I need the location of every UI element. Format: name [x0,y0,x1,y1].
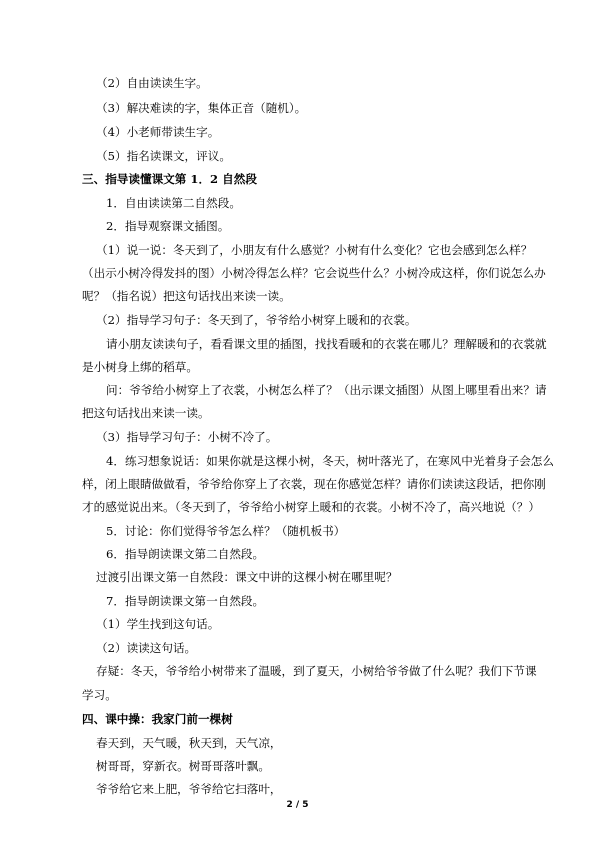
poem-line-3: 爷爷给它来上肥，爷爷给它扫落叶， [96,782,282,796]
text-line-step-5: （5）指名读课文，评议。 [96,149,231,163]
text-line-paragraph-a-cont: 是小树身上绑的稻草。 [82,360,198,374]
text-line-item-5: 5．讨论：你们觉得爷爷怎么样？（随机板书） [106,524,346,538]
section-heading-4: 四、课中操：我家门前一棵树 [82,712,233,726]
text-line-question: 问：爷爷给小树穿上了衣裳，小树怎么样了？（出示课文插图）从图上哪里看出来？请 [106,383,547,397]
text-line-step-2: （2）自由读读生字。 [96,76,208,90]
text-line-step-4: （4）小老师带读生字。 [96,125,220,139]
text-line-item-4-cont-b: 才的感觉说出来。（冬天到了，爷爷给小树穿上暖和的衣裳。小树不冷了，高兴地说（？） [82,500,540,514]
poem-line-2: 树哥哥，穿新衣。树哥哥落叶飘。 [96,759,270,773]
text-line-sub-3: （3）指导学习句子：小树不冷了。 [96,430,278,444]
text-line-question-pending-cont: 学习。 [82,688,117,702]
text-line-item-4-cont-a: 样，闭上眼睛做做看，爷爷给你穿上了衣裳，现在你感觉怎样？请你们读读这段话，把你刚 [82,477,546,491]
text-line-step-3: （3）解决难读的字，集体正音（随机）。 [96,101,307,115]
text-line-transition: 过渡引出课文第一自然段：课文中讲的这棵小树在哪里呢？ [96,570,398,584]
text-line-item-7-sub-1: （1）学生找到这句话。 [96,617,220,631]
text-line-item-7-sub-2: （2）读读这句话。 [96,641,197,655]
text-line-paragraph-a: 请小朋友读读句子，看看课文里的插图，找找看暖和的衣裳在哪儿？理解暖和的衣裳就 [106,337,547,351]
text-line-sub-1-cont-a: （出示小树冷得发抖的图）小树冷得怎么样？它会说些什么？小树冷成这样，你们说怎么办 [82,266,546,280]
text-line-sub-2: （2）指导学习句子：冬天到了，爷爷给小树穿上暖和的衣裳。 [96,313,417,327]
text-line-item-7: 7．指导朗读课文第一自然段。 [106,594,265,608]
text-line-question-pending: 存疑：冬天，爷爷给小树带来了温暖，到了夏天，小树给爷爷做了什么呢？我们下节课 [96,664,537,678]
text-line-item-6: 6．指导朗读课文第二自然段。 [106,547,265,561]
section-heading-3: 三、指导读懂课文第 1．2 自然段 [82,172,257,186]
text-line-item-4: 4．练习想象说话：如果你就是这棵小树，冬天，树叶落光了，在寒风中光着身子会怎么 [106,454,554,468]
text-line-sub-1-cont-b: 呢？（指名说）把这句话找出来读一读。 [82,289,291,303]
text-line-question-cont: 把这句话找出来读一读。 [82,406,210,420]
poem-line-1: 春天到，天气暖，秋天到，天气凉， [96,736,282,750]
text-line-item-2: 2．指导观察课文插图。 [106,219,230,233]
text-line-sub-1: （1）说一说：冬天到了，小朋友有什么感觉？小树有什么变化？它也会感到怎么样？ [96,243,533,257]
text-line-item-1: 1．自由读读第二自然段。 [106,196,241,210]
page-number: 2 / 5 [286,800,309,810]
